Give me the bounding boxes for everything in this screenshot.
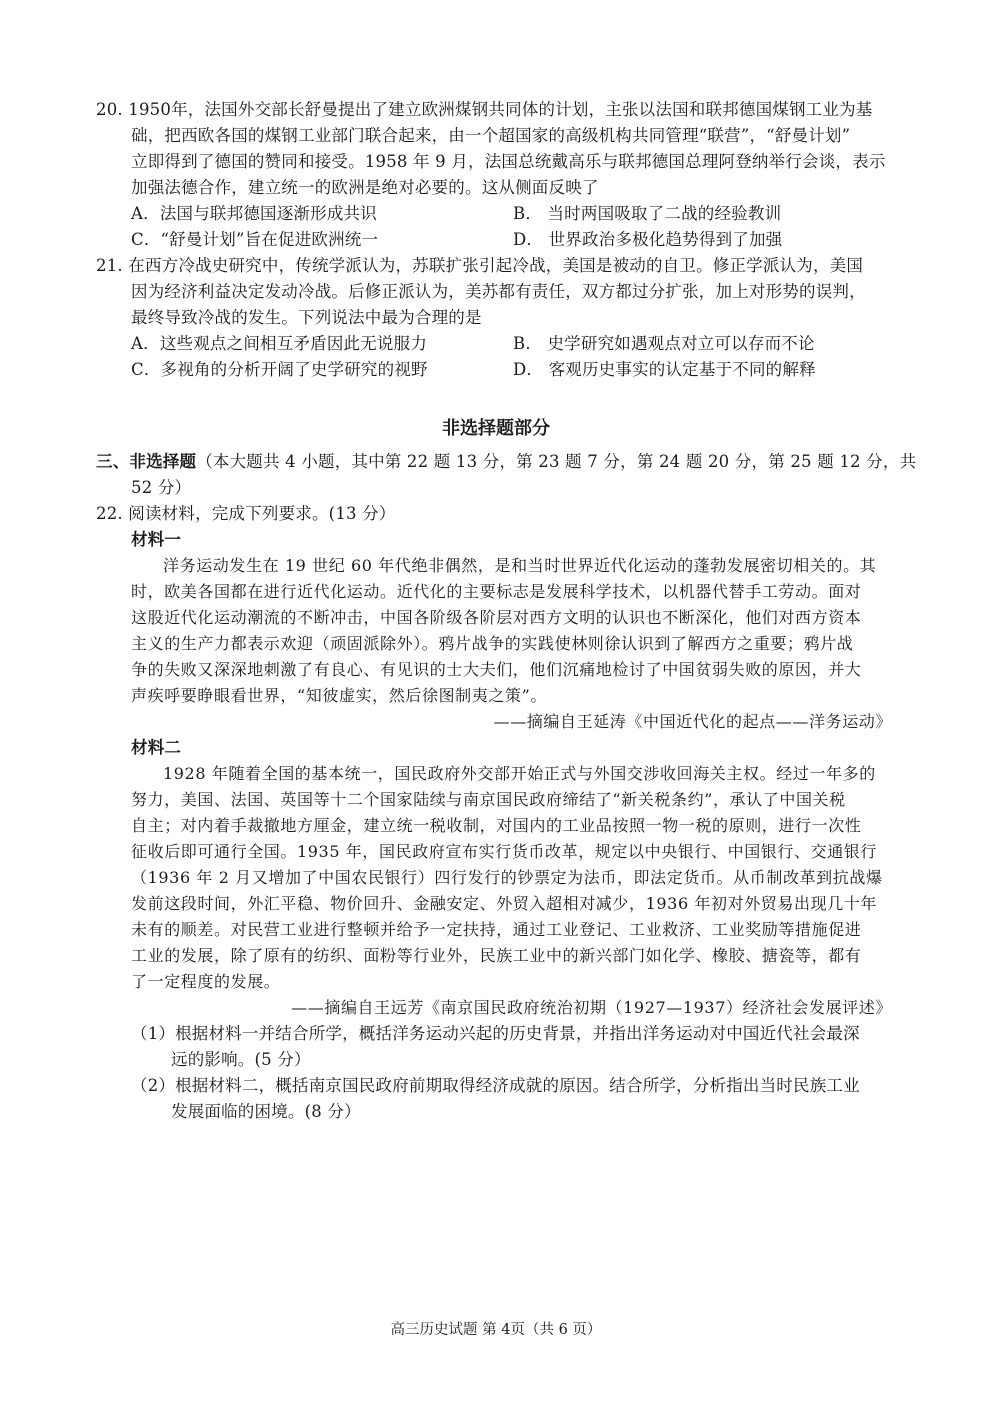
material-1-line-4: 主义的生产力都表示欢迎（顽固派除外）。鸦片战争的实践使林则徐认识到了解西方之重要；鸦片战 [131,634,854,653]
material-2-line-7: 未有的顺差。对民营工业进行整顿并给予一定扶持，通过工业登记、工业救济、工业奖励等措施促进 [131,920,862,939]
section-3-heading: 三、非选择题 [96,452,197,471]
q20-line-4: 加强法德合作，建立统一的欧洲是绝对必要的。这从侧面反映了 [131,178,599,197]
q20-line-3: 立即得到了德国的赞同和接受。1958 年 9 月，法国总统戴高乐与联邦德国总理阿登纳举行会谈，表示 [131,152,886,171]
section-3-desc: （本大题共 4 小题，其中第 22 题 13 分，第 23 题 7 分，第 24 题 20 分，第 25 题 12 分，共 [196,452,917,471]
q20-line-2: 础，把西欧各国的煤钢工业部门联合起来，由一个超国家的高级机构共同管理“联营”，“舒曼计划” [131,126,851,145]
material-2-label: 材料二 [131,738,182,757]
material-1-line-2: 时，欧美各国都在进行近代化运动。近代化的主要标志是发展科学技术，以机器代替手工劳动。面对 [131,582,862,601]
material-1-line-6: 声疾呼要睁眼看世界，“知彼虚实，然后徐图制夷之策”。 [131,686,547,705]
q20-option-d: D． 世界政治多极化趋势得到了加强 [513,230,783,249]
q20-option-c: C．“舒曼计划”旨在促进欧洲统一 [131,230,379,249]
page-footer: 高三历史试题 第 4页（共 6 页） [390,1322,602,1338]
q21-option-d: D． 客观历史事实的认定基于不同的解释 [513,360,816,379]
q20-line-1: 20. 1950年，法国外交部长舒曼提出了建立欧洲煤钢共同体的计划，主张以法国和联邦德国煤钢工业为基 [96,100,873,119]
material-2-line-8: 工业的发展，除了原有的纺织、面粉等行业外，民族工业中的新兴部门如化学、橡胶、搪瓷等，都有 [131,946,862,965]
material-2-line-2: 努力，美国、法国、英国等十二个国家陆续与南京国民政府缔结了“新关税条约”，承认了中国关税 [131,790,846,809]
q22-intro: 22. 阅读材料，完成下列要求。(13 分） [96,504,396,523]
material-1-label: 材料一 [131,530,182,549]
q22-sub1-line-1: （1）根据材料一并结合所学，概括洋务运动兴起的历史背景，并指出洋务运动对中国近代社会最深 [131,1024,860,1043]
q20-option-a: A．法国与联邦德国逐渐形成共识 [131,204,377,223]
material-1-source: ——摘编自王延涛《中国近代化的起点——洋务运动》 [493,712,892,731]
material-2-line-4: 征收后即可通行全国。1935 年，国民政府宣布实行货币改革，规定以中央银行、中国银行、交通银行 [131,842,878,861]
material-2-line-1: 1928 年随着全国的基本统一，国民政府外交部开始正式与外国交涉收回海关主权。经过一年多的 [163,764,876,783]
q22-sub2-line-1: （2）根据材料二，概括南京国民政府前期取得经济成就的原因。结合所学，分析指出当时民族工业 [131,1076,860,1095]
material-2-line-5: （1936 年 2 月又增加了中国农民银行）四行发行的钞票定为法币，即法定货币。从币制改革到抗战爆 [131,868,883,887]
material-2-line-3: 自主；对内着手裁撤地方厘金，建立统一税收制，对国内的工业品按照一物一税的原则，进行一次性 [131,816,862,835]
q21-option-a: A．这些观点之间相互矛盾因此无说服力 [131,334,428,353]
material-1-line-3: 这股近代化运动潮流的不断冲击，中国各阶级各阶层对西方文明的认识也不断深化，他们对西方资本 [131,608,862,627]
q21-line-2: 因为经济利益决定发动冷战。后修正派认为，美苏都有责任，双方都过分扩张，加上对形势的误判， [131,282,866,301]
material-2-source: ——摘编自王远芳《南京国民政府统治初期（1927—1937）经济社会发展评述》 [291,998,892,1017]
q22-sub1-line-2: 远的影响。(5 分） [171,1050,311,1069]
q21-option-b: B． 史学研究如遇观点对立可以存而不论 [513,334,815,353]
q21-line-1: 21. 在西方冷战史研究中，传统学派认为，苏联扩张引起冷战，美国是被动的自卫。修正学派认为，美国 [96,256,864,275]
material-1-line-1: 洋务运动发生在 19 世纪 60 年代绝非偶然，是和当时世界近代化运动的蓬勃发展密切相关的。其 [163,556,877,575]
material-2-line-9: 了一定程度的发展。 [131,972,281,991]
material-2-line-6: 发前这段时间，外汇平稳、物价回升、金融安定、外贸入超相对减少，1936 年初对外贸易出现几十年 [131,894,878,913]
section-3-line-1 [96,449,916,475]
material-1-line-5: 争的失败又深深地刺激了有良心、有见识的士大夫们，他们沉痛地检讨了中国贫弱失败的原因，并大 [131,660,862,679]
q21-option-c: C．多视角的分析开阔了史学研究的视野 [131,360,428,379]
section-title: 非选择题部分 [442,418,550,439]
q20-option-b: B． 当时两国吸取了二战的经验教训 [513,204,782,223]
section-3-line-2: 52 分） [131,478,192,497]
q22-sub2-line-2: 发展面临的困境。(8 分） [171,1102,361,1121]
q21-line-3: 最终导致冷战的发生。下列说法中最为合理的是 [131,308,482,327]
